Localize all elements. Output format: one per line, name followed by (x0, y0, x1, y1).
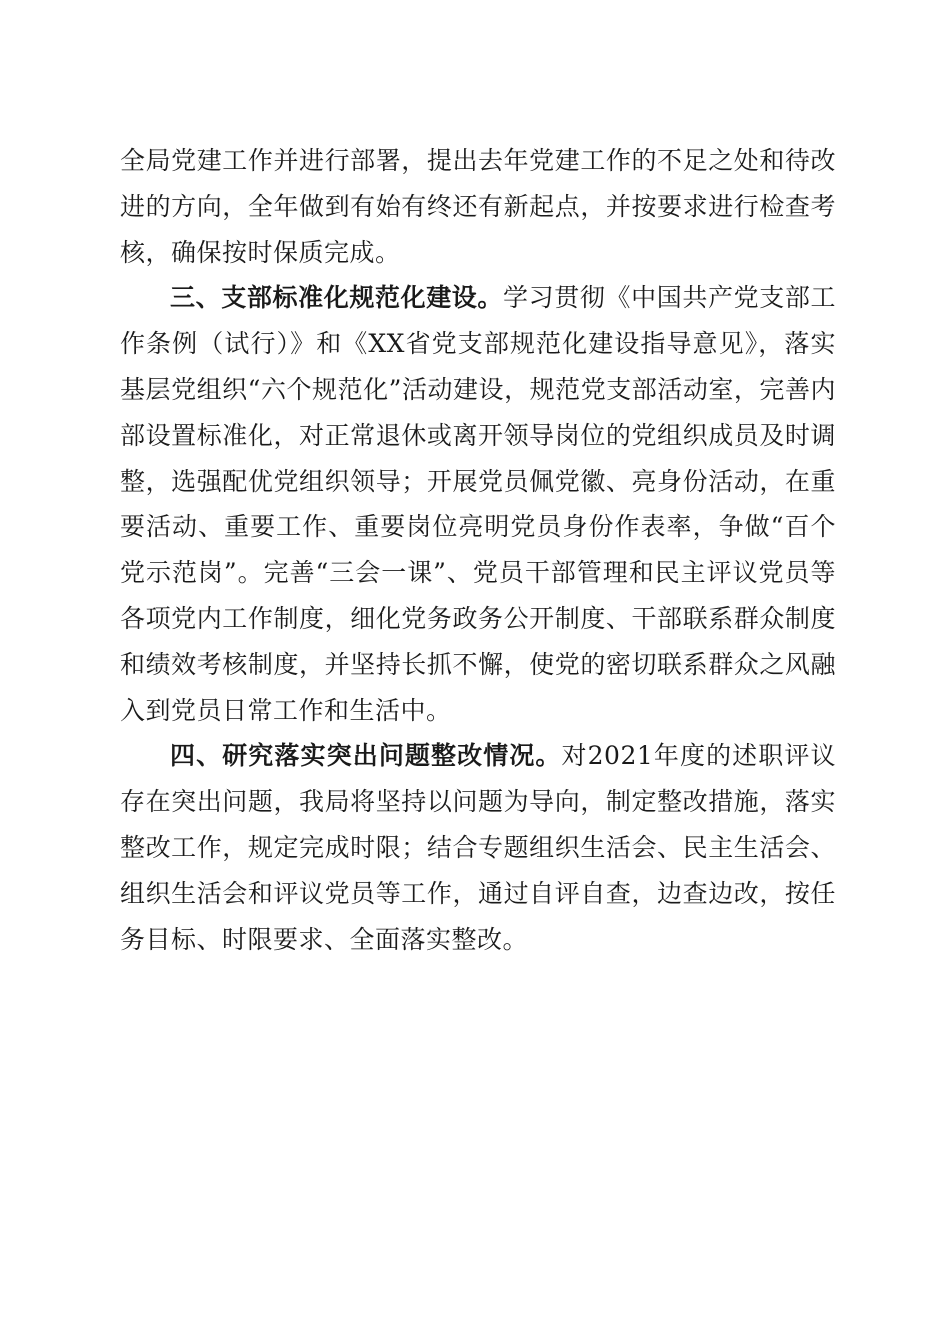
section-heading: 三、支部标准化规范化建设。 (170, 283, 504, 313)
paragraph-body: 全局党建工作并进行部署，提出去年党建工作的不足之处和待改进的方向，全年做到有始有终还有新起点，并按要求进行检查考核，确保按时保质完成。 (120, 146, 836, 267)
paragraph-section-four (120, 733, 836, 962)
paragraph-section-three (120, 275, 836, 733)
document-body (120, 138, 836, 962)
paragraph-body: 对2021年度的述职评议存在突出问题，我局将坚持以问题为导向，制定整改措施，落实整改工作，规定完成时限；结合专题组织生活会、民主生活会、组织生活会和评议党员等工作，通过自评自查，边查边改，按任务目标、时限要求、全面落实整改。 (120, 741, 836, 954)
paragraph-body: 学习贯彻《中国共产党支部工作条例（试行）》和《XX省党支部规范化建设指导意见》，落实基层党组织“六个规范化”活动建设，规范党支部活动室，完善内部设置标准化，对正常退休或离开领导岗位的党组织成员及时调整，选强配优党组织领导；开展党员佩党徽、亮身份活动，在重要活动、重要工作、重要岗位亮明党员身份作表率，争做“百个党示范岗”。完善“三会一课”、党员干部管理和民主评议党员等各项党内工作制度，细化党务政务公开制度、干部联系群众制度和绩效考核制度，并坚持长抓不懈，使党的密切联系群众之风融入到党员日常工作和生活中。 (120, 283, 836, 725)
paragraph-continuation (120, 138, 836, 275)
section-heading: 四、研究落实突出问题整改情况。 (170, 741, 562, 771)
